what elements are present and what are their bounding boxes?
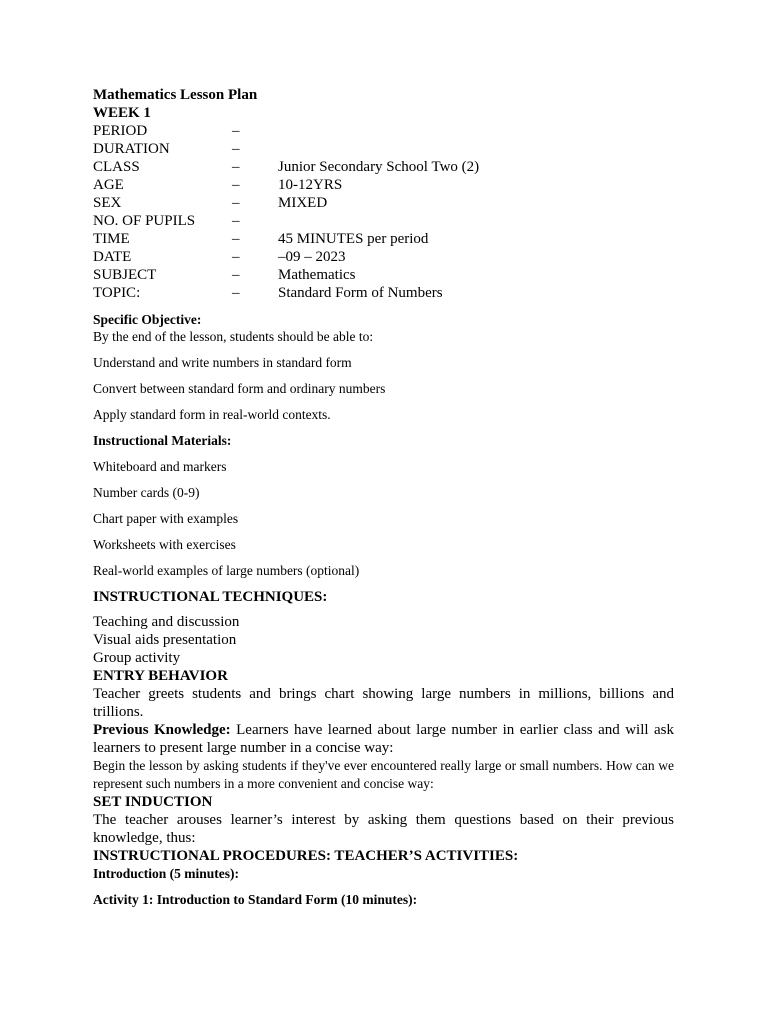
- detail-label: DATE: [93, 249, 132, 265]
- week-label: WEEK 1: [93, 105, 151, 121]
- technique-item: Teaching and discussion: [93, 614, 240, 630]
- entry-behavior-text: Teacher greets students and brings chart showing large numbers in millions, billions and trillions.: [93, 686, 674, 720]
- technique-item: Visual aids presentation: [93, 632, 237, 648]
- material-item: Real-world examples of large numbers (optional): [93, 563, 360, 578]
- material-item: Whiteboard and markers: [93, 459, 227, 474]
- detail-row-date: [93, 248, 674, 266]
- detail-row-age: [93, 176, 674, 194]
- objective-item: Convert between standard form and ordinary numbers: [93, 381, 386, 396]
- detail-dash: –: [232, 123, 240, 139]
- material-item: Number cards (0-9): [93, 485, 200, 500]
- detail-label: NO. OF PUPILS: [93, 213, 196, 229]
- detail-row-time: [93, 230, 674, 248]
- detail-row-subject: [93, 266, 674, 284]
- detail-row-class: [93, 158, 674, 176]
- previous-knowledge-paragraph: [93, 721, 674, 757]
- detail-label: DURATION: [93, 141, 170, 157]
- specific-objective-heading: Specific Objective:: [93, 312, 202, 327]
- objective-item: Understand and write numbers in standard form: [93, 355, 352, 370]
- detail-row-period: [93, 122, 674, 140]
- objective-item: Apply standard form in real-world contexts.: [93, 407, 331, 422]
- procedures-heading: INSTRUCTIONAL PROCEDURES: TEACHER’S ACTIVITIES:: [93, 848, 519, 864]
- techniques-heading: INSTRUCTIONAL TECHNIQUES:: [93, 589, 328, 605]
- set-induction-text: The teacher arouses learner’s interest by asking them questions based on their previous knowledge, thus:: [93, 812, 674, 846]
- detail-label: SEX: [93, 195, 122, 211]
- detail-dash: –: [232, 213, 240, 229]
- lesson-details: [93, 122, 674, 302]
- detail-dash: –: [232, 177, 240, 193]
- set-induction-heading: SET INDUCTION: [93, 794, 213, 810]
- detail-row-duration: [93, 140, 674, 158]
- detail-value: 45 MINUTES per period: [278, 231, 429, 247]
- detail-label: TOPIC:: [93, 285, 141, 301]
- previous-knowledge-extra: Begin the lesson by asking students if they've ever encountered really large or small numbers. How can we represent such numbers in a more convenient and concise way:: [93, 758, 674, 791]
- materials-heading: Instructional Materials:: [93, 433, 232, 448]
- detail-label: TIME: [93, 231, 130, 247]
- previous-knowledge-text: Learners have learned about large number in earlier class and will ask learners to present large number in a concise way:: [93, 722, 674, 756]
- detail-label: SUBJECT: [93, 267, 157, 283]
- detail-row-sex: [93, 194, 674, 212]
- detail-dash: –: [232, 159, 240, 175]
- detail-label: PERIOD: [93, 123, 148, 139]
- detail-value: Mathematics: [278, 267, 356, 283]
- detail-dash: –: [232, 195, 240, 211]
- material-item: Chart paper with examples: [93, 511, 239, 526]
- detail-dash: –: [232, 249, 240, 265]
- detail-value: Junior Secondary School Two (2): [278, 159, 480, 175]
- entry-behavior-heading: ENTRY BEHAVIOR: [93, 668, 228, 684]
- introduction-heading: Introduction (5 minutes):: [93, 866, 240, 881]
- detail-value: –09 – 2023: [278, 249, 346, 265]
- detail-dash: –: [232, 285, 240, 301]
- document-title: Mathematics Lesson Plan: [93, 87, 258, 103]
- previous-knowledge-label: Previous Knowledge:: [93, 722, 231, 738]
- technique-item: Group activity: [93, 650, 181, 666]
- detail-value: MIXED: [278, 195, 328, 211]
- detail-row-topic: [93, 284, 674, 302]
- specific-objective-intro: By the end of the lesson, students should be able to:: [93, 329, 374, 344]
- detail-label: AGE: [93, 177, 124, 193]
- document-page: [93, 86, 674, 908]
- detail-dash: –: [232, 141, 240, 157]
- detail-row-pupils: [93, 212, 674, 230]
- detail-dash: –: [232, 231, 240, 247]
- detail-dash: –: [232, 267, 240, 283]
- detail-value: 10-12YRS: [278, 177, 343, 193]
- detail-value: Standard Form of Numbers: [278, 285, 443, 301]
- detail-label: CLASS: [93, 159, 140, 175]
- material-item: Worksheets with exercises: [93, 537, 236, 552]
- activity-one-heading: Activity 1: Introduction to Standard Form (10 minutes):: [93, 892, 418, 907]
